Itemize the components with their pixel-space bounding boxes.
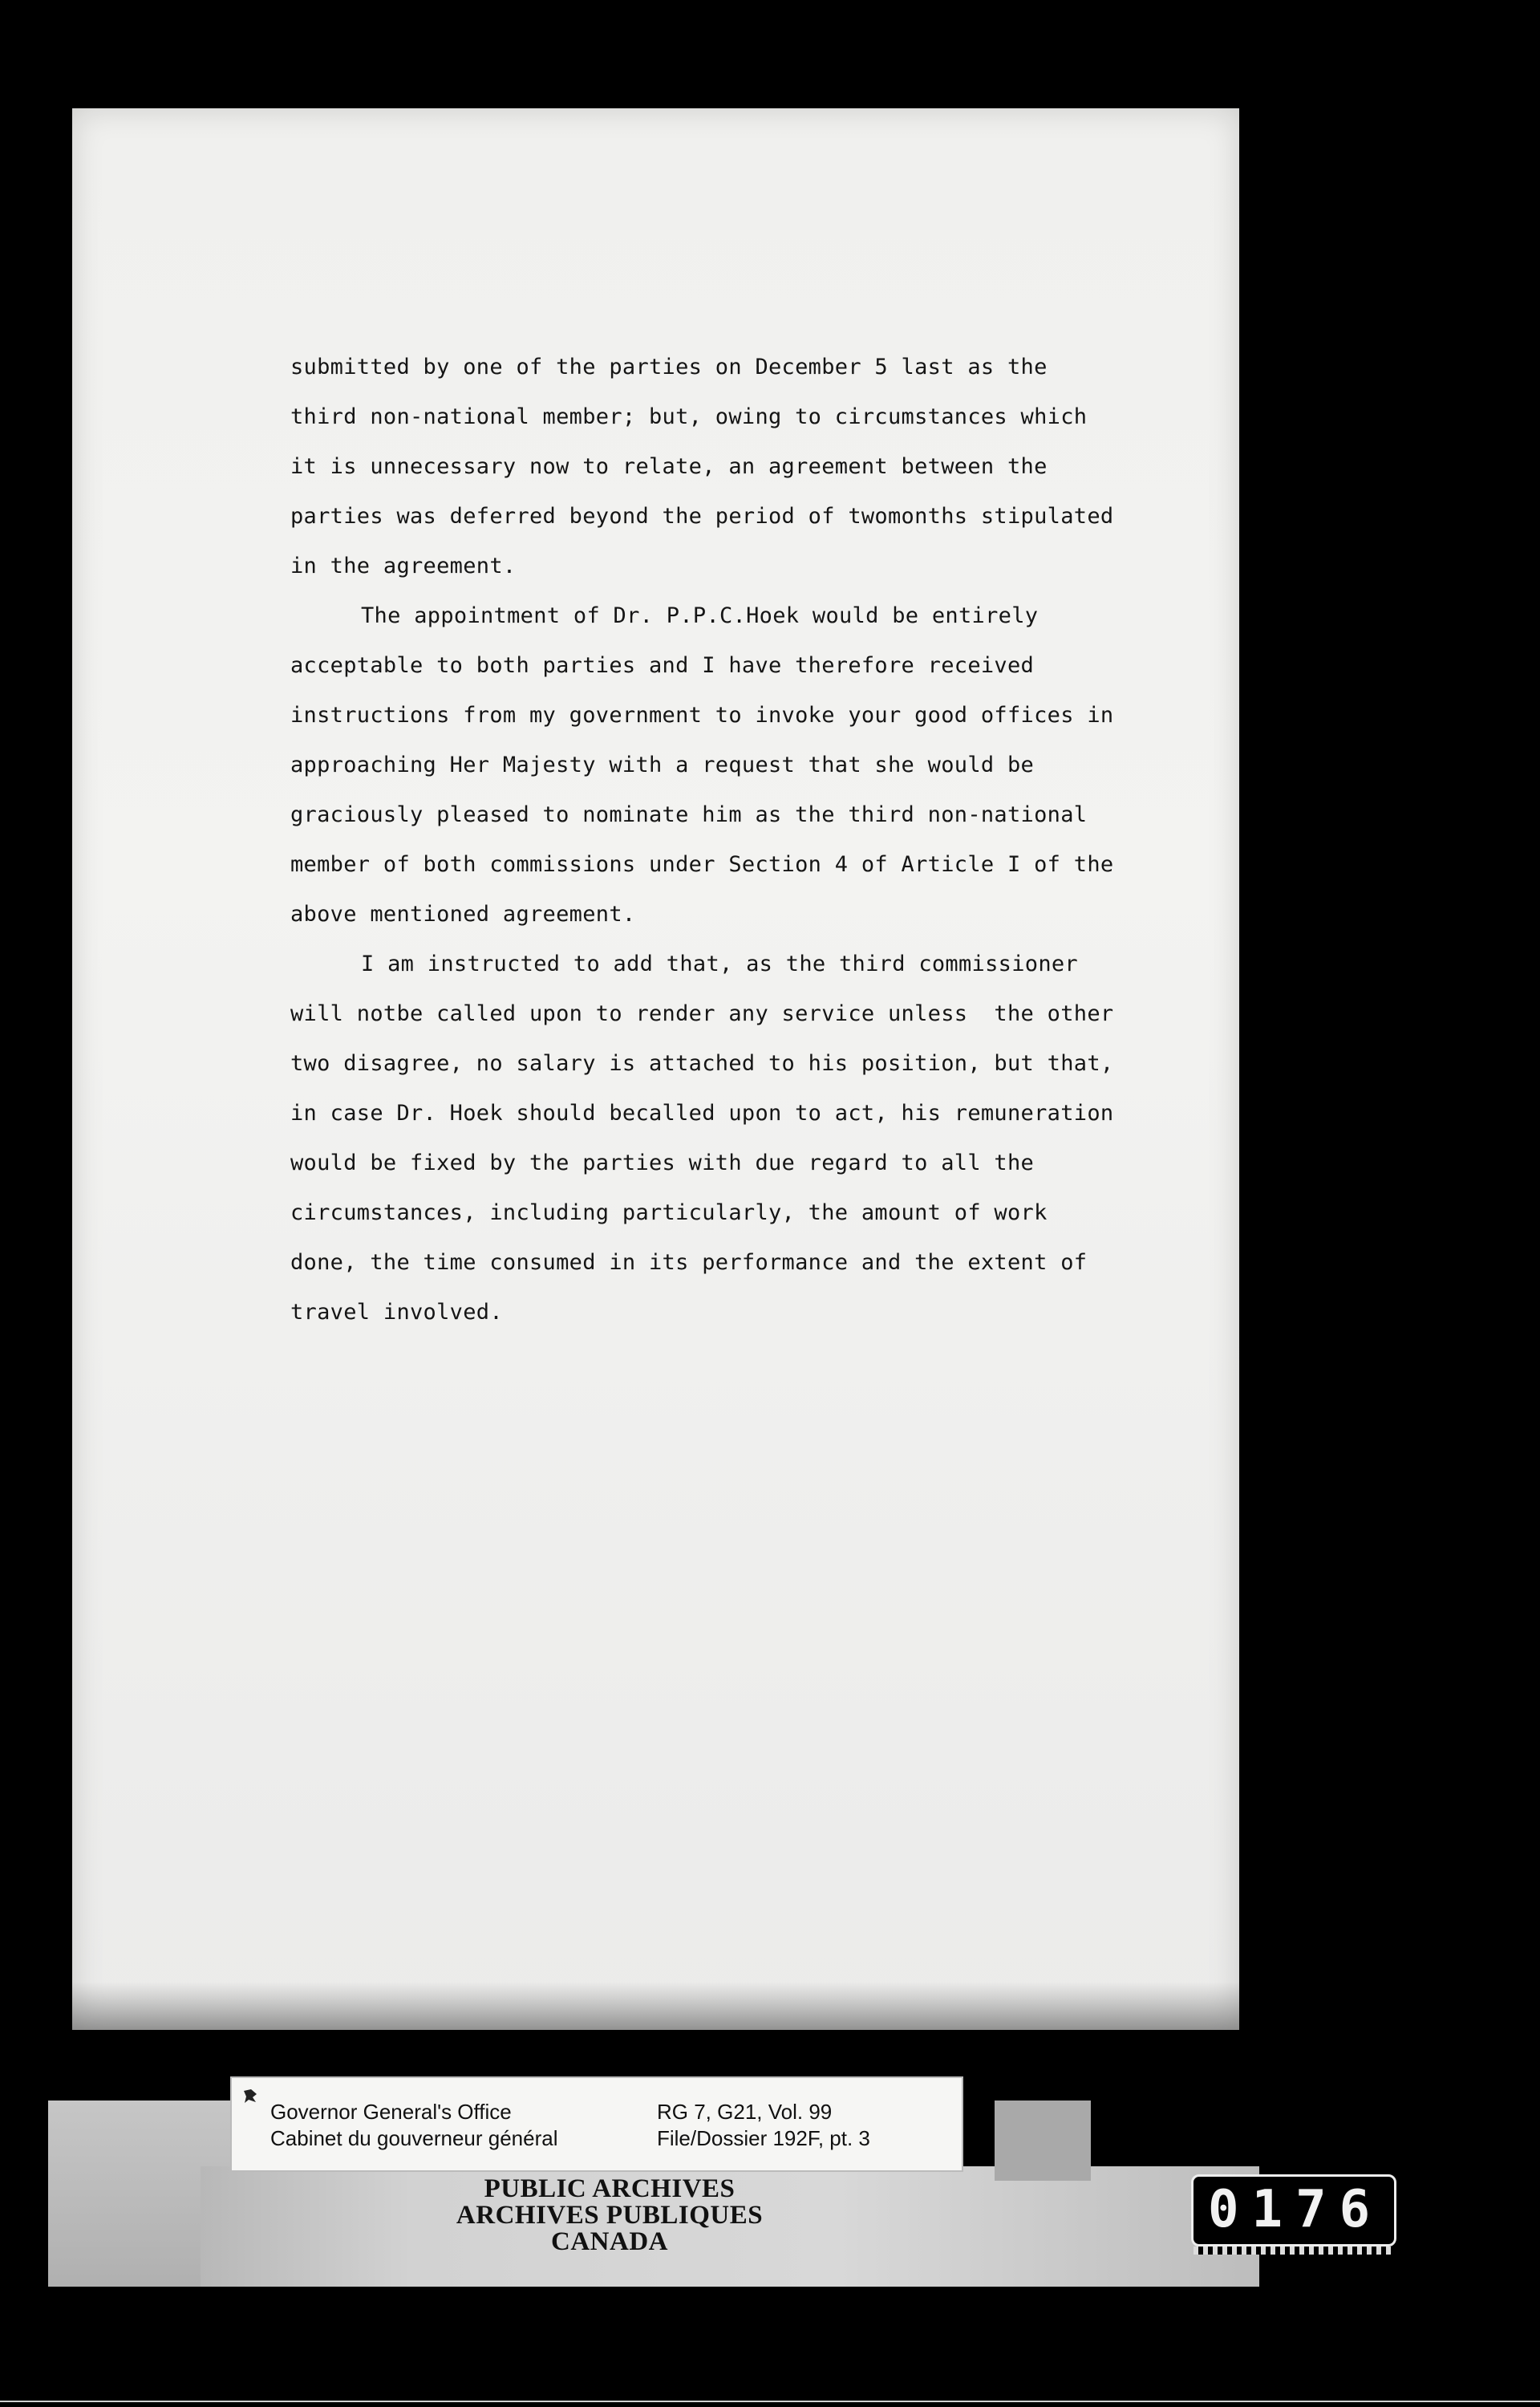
- record-group-reference: RG 7, G21, Vol. 99: [657, 2100, 833, 2124]
- text-line: I am instructed to add that, as the third commissioner: [361, 952, 1078, 976]
- frame-counter: [1191, 2174, 1396, 2247]
- text-line: acceptable to both parties and I have therefore received: [290, 653, 1035, 678]
- text-line: submitted by one of the parties on December 5 last as the: [290, 355, 1048, 380]
- text-line: it is unnecessary now to relate, an agreement between the: [290, 454, 1048, 479]
- letter-body: [290, 343, 1285, 1337]
- paragraph-1: [290, 343, 1285, 591]
- archive-reference-label: [230, 2076, 963, 2172]
- archive-backing-right: [995, 2101, 1091, 2181]
- text-line: approaching Her Majesty with a request that she would be: [290, 753, 1035, 777]
- archives-stamp-line-2: ARCHIVES PUBLIQUES: [456, 2201, 764, 2230]
- bottom-divider: [0, 2401, 1540, 2402]
- label-office: [270, 2099, 557, 2152]
- archives-stamp: [385, 2176, 834, 2255]
- text-line: will notbe called upon to render any service unless the other: [290, 1001, 1114, 1026]
- text-line: graciously pleased to nominate him as the third non-national: [290, 802, 1088, 827]
- film-sprocket-strip: [1194, 2247, 1394, 2255]
- office-english: Governor General's Office: [270, 2100, 512, 2124]
- office-french: Cabinet du gouverneur général: [270, 2126, 558, 2150]
- label-reference: [657, 2099, 870, 2152]
- text-line: in the agreement.: [290, 554, 517, 578]
- text-line: parties was deferred beyond the period of twomonths stipulated: [290, 504, 1114, 529]
- text-line: travel involved.: [290, 1300, 503, 1325]
- text-line: circumstances, including particularly, the amount of work: [290, 1200, 1048, 1225]
- file-reference: File/Dossier 192F, pt. 3: [657, 2126, 870, 2150]
- text-line: done, the time consumed in its performance and the extent of: [290, 1250, 1088, 1275]
- paragraph-3: [290, 940, 1285, 1337]
- paragraph-2: [290, 591, 1285, 940]
- text-line: The appointment of Dr. P.P.C.Hoek would be entirely: [361, 603, 1039, 628]
- frame-counter-value: 0176: [1208, 2180, 1384, 2239]
- text-line: above mentioned agreement.: [290, 902, 636, 927]
- archives-stamp-line-1: PUBLIC ARCHIVES: [484, 2174, 736, 2203]
- text-line: instructions from my government to invoke your good offices in: [290, 703, 1114, 728]
- text-line: third non-national member; but, owing to circumstances which: [290, 404, 1088, 429]
- text-line: two disagree, no salary is attached to his position, but that,: [290, 1051, 1114, 1076]
- archives-stamp-line-3: CANADA: [551, 2227, 668, 2256]
- crest-icon: [241, 2088, 259, 2105]
- text-line: member of both commissions under Section 4 of Article I of the: [290, 852, 1114, 877]
- document-page: [72, 108, 1239, 2030]
- text-line: in case Dr. Hoek should becalled upon to act, his remuneration: [290, 1101, 1114, 1126]
- text-line: would be fixed by the parties with due regard to all the: [290, 1151, 1035, 1175]
